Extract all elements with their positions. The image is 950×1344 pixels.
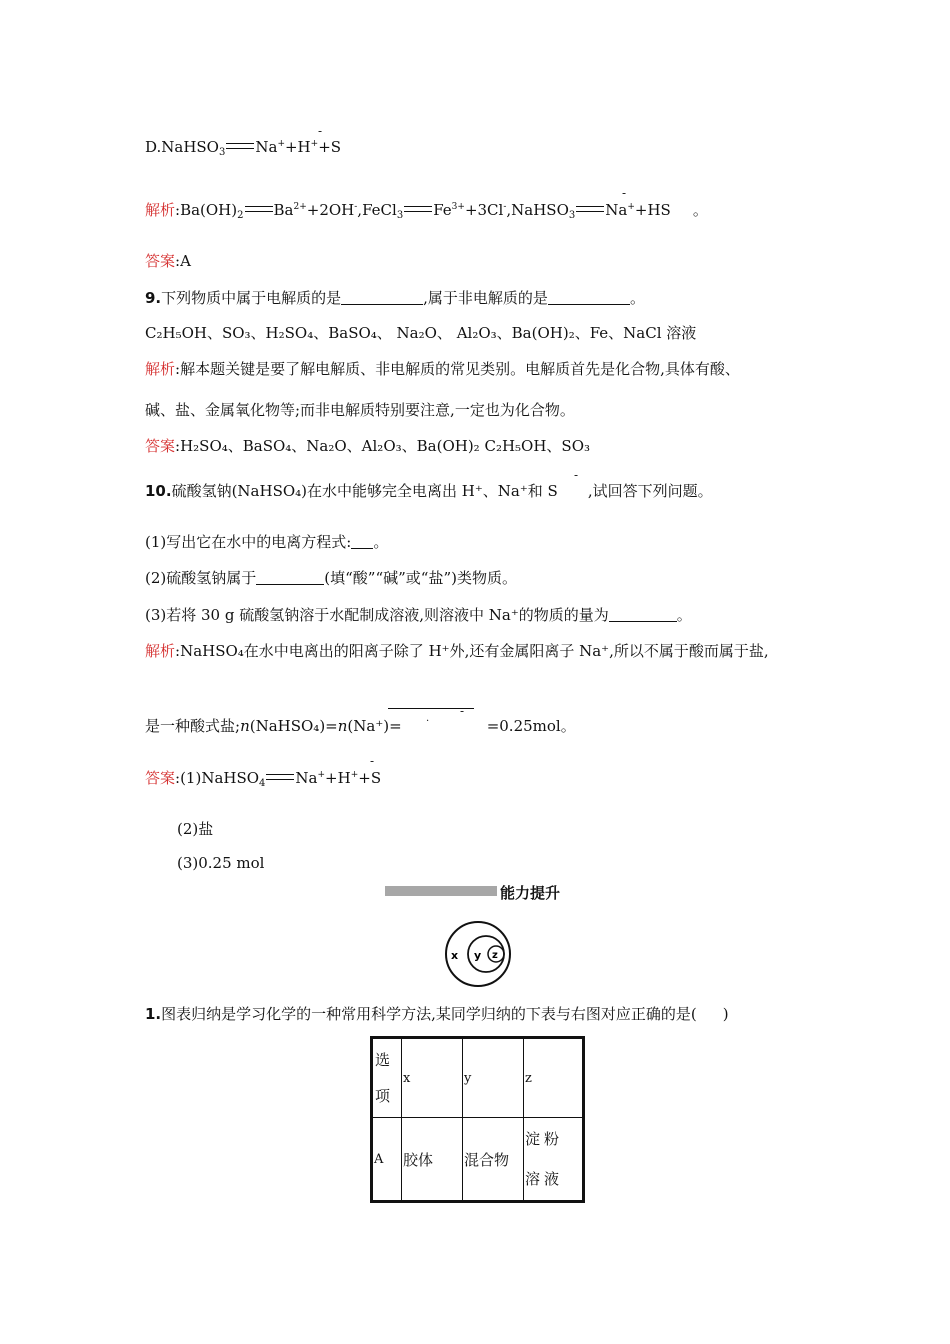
answer-blank[interactable] xyxy=(548,304,630,305)
section-bar xyxy=(385,886,497,896)
analysis-10-line2: 是一种酸式盐;n(NaHSO₄)=n(Na⁺)= =0.25mol。 xyxy=(145,717,576,735)
venn-diagram xyxy=(440,918,520,992)
minus-mark: - xyxy=(370,754,375,768)
venn-label-x: x xyxy=(451,949,459,962)
header-cell-z: z xyxy=(524,1038,584,1118)
minus-mark: - xyxy=(622,186,627,200)
venn-label-y: y xyxy=(474,949,482,962)
analysis-8: 解析$:Ba(OH)_2$ $Ba^{2+}+2OH^-,FeCl_3$ $Fe^{3+}+3Cl^-,NaHSO_3$ Na++HS 。 xyxy=(145,201,708,221)
question-1: 1.图表归纳是学习化学的一种常用科学方法,某同学归纳的下表与右图对应正确的是( ) xyxy=(145,1005,729,1023)
question-10-part3: (3)若将 30 g 硫酸氢钠溶于水配制成溶液,则溶液中 Na⁺的物质的量为 。 xyxy=(145,606,692,624)
answer-blank[interactable] xyxy=(341,304,423,305)
table-cell: 胶体 xyxy=(402,1118,463,1202)
header-cell-x: x xyxy=(402,1038,463,1118)
minus-mark: - xyxy=(574,468,579,482)
header-cell-y: y xyxy=(463,1038,524,1118)
venn-label-z: z xyxy=(492,950,498,961)
table-cell: A xyxy=(372,1118,402,1202)
table-row xyxy=(372,1118,584,1202)
question-10: 10.硫酸氢钠(NaHSO₄)在水中能够完全电离出 H⁺、Na⁺和 S ,试回答下列问题。 xyxy=(145,482,713,500)
section-title: 能力提升 xyxy=(500,884,561,902)
question-10-part2: (2)硫酸氢钠属于 (填“酸”“碱”或“盐”)类物质。 xyxy=(145,569,517,587)
analysis-9-line1: 解析:解本题关键是要了解电解质、非电解质的常见类别。电解质首先是化合物,具体有酸、 xyxy=(145,360,740,378)
question-9-list: C₂H₅OH、SO₃、H₂SO₄、BaSO₄、 Na₂O、 Al₂O₃、Ba(OH)₂、Fe、NaCl 溶液 xyxy=(145,324,697,342)
answer-10-line1: 答案:(1)NaHSO$_4$ Na++H++S xyxy=(145,769,382,789)
minus-mark: - xyxy=(460,704,465,718)
answer-table xyxy=(370,1036,585,1203)
option-d: D.NaHSO$_3$ Na++H++S xyxy=(145,138,342,158)
analysis-10-line1: 解析:NaHSO₄在水中电离出的阳离子除了 H⁺外,还有金属阳离子 Na⁺,所以不属于酸而属于盐, xyxy=(145,642,769,660)
question-9: 9.下列物质中属于电解质的是 ,属于非电解质的是 。 xyxy=(145,289,645,307)
answer-blank[interactable] xyxy=(609,621,677,622)
analysis-9-line2: 碱、盐、金属氧化物等;而非电解质特别要注意,一定也为化合物。 xyxy=(145,401,575,419)
header-cell-option: 选项 xyxy=(372,1038,402,1118)
answer-10-line3: (3)0.25 mol xyxy=(177,854,265,872)
answer-blank[interactable] xyxy=(256,584,324,585)
analysis-label: 解析 xyxy=(145,201,176,219)
table-cell: 淀粉溶液 xyxy=(524,1118,584,1202)
answer-10-line2: (2)盐 xyxy=(177,820,214,838)
answer-blank[interactable] xyxy=(351,548,373,549)
dot-mark: . xyxy=(426,713,430,724)
table-cell: 混合物 xyxy=(463,1118,524,1202)
question-10-part1: (1)写出它在水中的电离方程式: 。 xyxy=(145,533,389,551)
minus-mark: - xyxy=(318,124,323,138)
answer-9: 答案:H₂SO₄、BaSO₄、Na₂O、Al₂O₃、Ba(OH)₂ C₂H₅OH、SO₃ xyxy=(145,437,591,455)
table-header-row xyxy=(372,1038,584,1118)
answer-8: 答案:A xyxy=(145,252,191,270)
